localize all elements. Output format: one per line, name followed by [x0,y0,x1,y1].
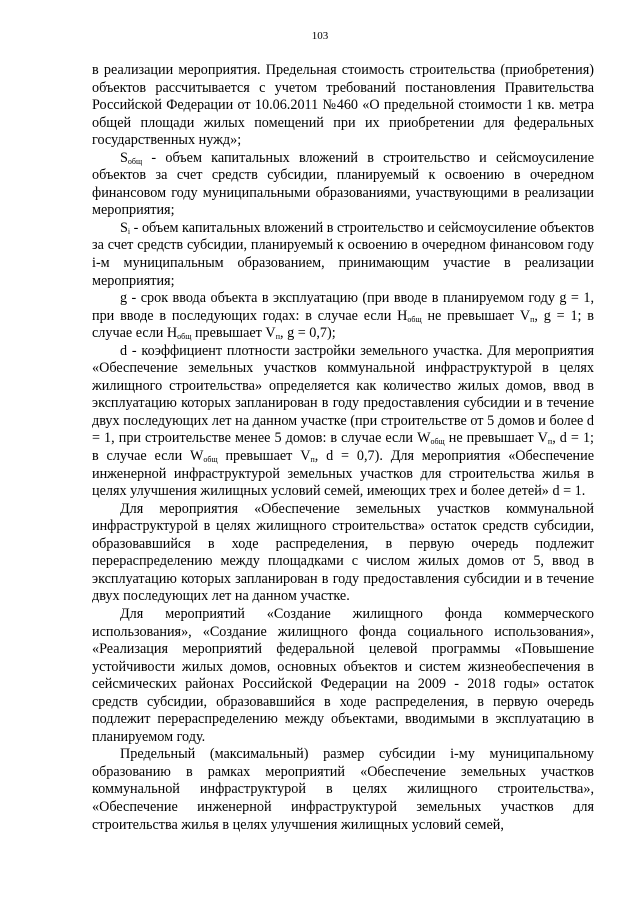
paragraph-text: превышает V [217,448,311,465]
subscript: п [547,437,553,447]
paragraph-text: превышает V [191,325,276,342]
paragraph-text: d - коэффициент плотности застройки земельного участка. Для мероприятия «Обеспечение земельных участков коммунальной инфраструктурой в целях жилищного строительства» определяется как количество жилых домов, ввод в эксплуатацию которых запланирован в году предоставления субсидии и в течение двух последующих лет на данном участке (при строительстве от 5 домов и более d = 1, при строительстве менее 5 домов: в случае если W [92,342,594,447]
paragraph-land-redistribution [92,501,594,606]
subscript: общ [407,314,422,324]
subscript: п [310,455,315,465]
subscript: п [530,314,535,324]
paragraph-text: , d = 0,7). Для мероприятия «Обеспечение инженерной инфраструктурой земельных участков для строительства жилья в целях улучшения жилищных условий семей, имеющих трех и более детей» d = 1. [92,448,594,500]
paragraph-text: Предельный (максимальный) размер субсидии i-му муниципальному образованию в рамках мероприятий «Обеспечение земельных участков коммунальной инфраструктурой в целях жилищного строительства», «Обеспечение инженерной инфраструктурой земельных участков для строительства жилья в целях улучшения жилищных условий семей, [92,746,594,833]
paragraph-text: не превышает V [421,307,531,324]
paragraph-text: Для мероприятий «Создание жилищного фонда коммерческого использования», «Создание жилищного фонда социального использования», «Реализация мероприятий федеральной целевой программы «Повышение устойчивости жилых домов, основных объектов и систем жизнеобеспечения в сейсмических районах Российской Федерации на 2009 - 2018 годы» остаток средств субсидии, образовавшийся в ходе распределения, в первую очередь подлежит перераспределению между объектами, вводимыми в эксплуатацию в планируемом году. [92,605,594,745]
subscript: п [275,332,280,342]
variable-symbol: S [120,149,128,166]
paragraph-max-subsidy [92,746,594,834]
paragraph-text: в реализации мероприятия. Предельная стоимость строительства (приобретения) объектов рассчитывается с учетом требований постановления Правительства Российской Федерации от 10.06.2011 №460 «О предельной стоимости 1 кв. метра общей площади жилых помещений при их приобретении для федеральных государственных нужд»; [92,62,594,149]
paragraph-text: не превышает V [444,430,548,447]
subscript: общ [177,332,192,342]
paragraph-price-limit [92,62,594,150]
subscript: общ [203,455,218,465]
paragraph-text: - объем капитальных вложений в строительство и сейсмоусиление объектов за счет средств субсидии, планируемый к освоению в очередном финансовом году муниципальными образованиями, участвующими в реализации мероприятия; [92,149,594,219]
paragraph-text: Для мероприятия «Обеспечение земельных участков коммунальной инфраструктурой в целях жилищного строительства» остаток средств субсидии, образовавшийся в ходе распределения, в первую очередь подлежит перераспределению между площадками с числом жилых домов от 5, ввод в эксплуатацию которых запланирован в году предоставления субсидии и в течение двух последующих лет на данном участке. [92,500,594,605]
variable-symbol: S [120,219,128,236]
paragraph-text: - объем капитальных вложений в строительство и сейсмоусиление объектов за счет средств субсидии, планируемый к освоению в очередном финансовом году i-м муниципальным образованием, принимающим участие в реализации мероприятия; [92,219,595,289]
paragraph-text: , g = 1; в случае если Н [92,307,594,342]
paragraph-text: g - срок ввода объекта в эксплуатацию (при вводе в планируемом году g = 1, при вводе в последующих годах: в случае если Н [92,290,594,324]
paragraph-text: , g = 0,7); [279,325,336,342]
subscript: общ [430,437,445,447]
paragraph-s-total [92,150,594,220]
document-body [92,62,594,834]
page-number: 103 [311,30,329,42]
paragraph-g-coefficient [92,290,594,343]
subscript: i [127,226,131,236]
subscript: общ [127,156,143,166]
paragraph-text: , d = 1; в случае если W [92,430,594,465]
paragraph-s-i [92,220,594,290]
paragraph-housing-redistribution [92,606,594,746]
paragraph-d-coefficient [92,343,594,501]
